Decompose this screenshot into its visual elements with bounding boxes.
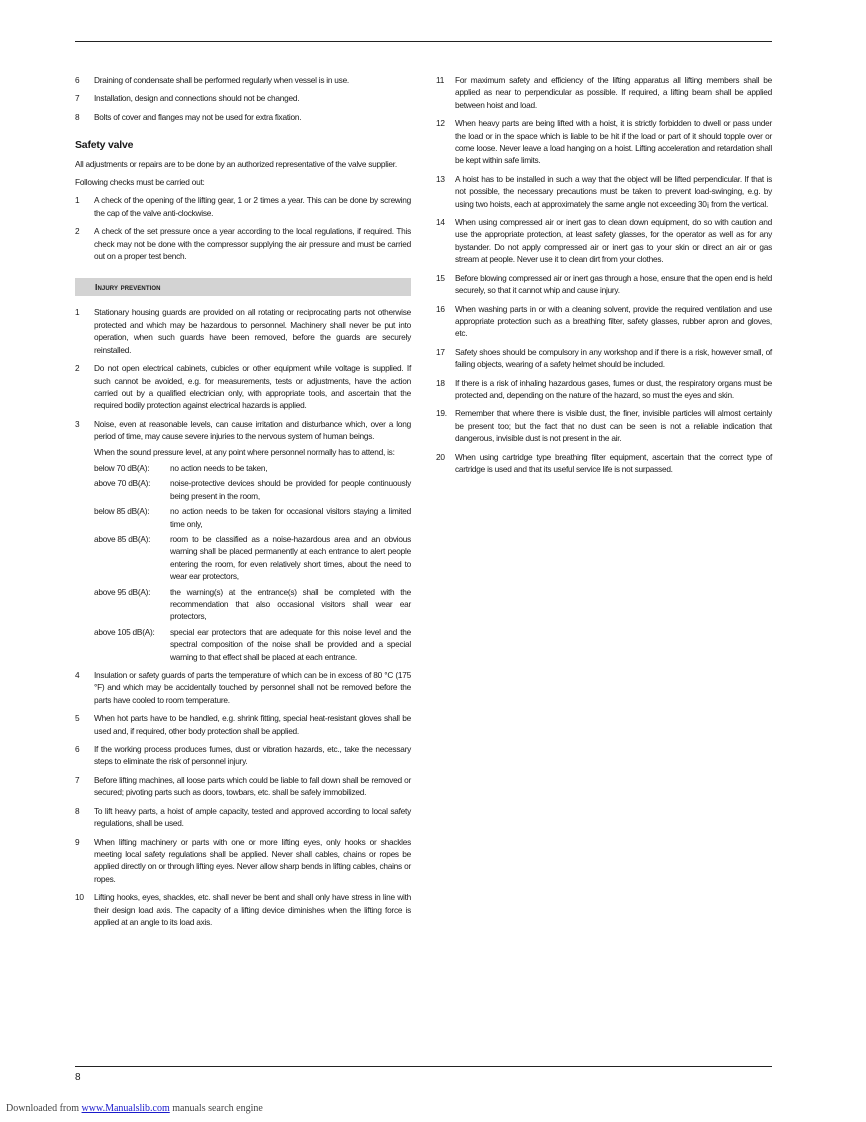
item-text: When using cartridge type breathing filter equipment, ascertain that the correct type of cartridge is used and that its useful service life is not surpassed. xyxy=(455,451,772,474)
item-text: A check of the opening of the lifting gear, 1 or 2 times a year. This can be done by screwing the cap of the valve anti-clockwise. xyxy=(94,195,411,218)
bottom-rule xyxy=(75,1066,772,1067)
item-text: Bolts of cover and flanges may not be used for extra fixation. xyxy=(94,111,302,122)
item-text: Lifting hooks, eyes, shackles, etc. shall never be bent and shall only have stress in line with their design load axis. The capacity of a lifting device diminishes when the lifting force is applied at an angle to its load axis. xyxy=(94,892,411,927)
item-text: For maximum safety and efficiency of the lifting apparatus all lifting members shall be applied as near to perpendicular as possible. If required, a lifting beam shall be applied between hoist and load. xyxy=(455,75,772,110)
item-number: 8 xyxy=(75,805,80,816)
noise-level-row xyxy=(94,586,411,623)
list-item xyxy=(436,173,772,210)
item-number: 2 xyxy=(75,363,80,374)
item-text: Installation, design and connections should not be changed. xyxy=(94,93,300,104)
safety-valve-intro: All adjustments or repairs are to be done by an authorized representative of the valve supplier. xyxy=(75,158,397,169)
item-number: 18 xyxy=(436,377,445,388)
noise-level-threshold: below 85 dB(A): xyxy=(94,506,150,517)
item-number: 1 xyxy=(75,307,80,318)
item-number: 12 xyxy=(436,118,445,129)
item-number: 2 xyxy=(75,226,80,237)
item-text: When washing parts in or with a cleaning solvent, provide the required ventilation and use appropriate protection such as a breathing filter, safety glasses, rubber apron and gloves, etc. xyxy=(455,303,772,339)
noise-level-action: no action needs to be taken, xyxy=(170,462,268,473)
list-item xyxy=(75,669,411,706)
noise-level-action: no action needs to be taken for occasional visitors staying a limited time only, xyxy=(170,506,411,529)
list-item xyxy=(436,117,772,167)
noise-level-row xyxy=(94,505,411,530)
left-column xyxy=(75,74,411,934)
item-number: 9 xyxy=(75,836,80,847)
item-number: 17 xyxy=(436,346,445,357)
list-item xyxy=(75,225,411,262)
item-number: 13 xyxy=(436,173,445,184)
item-text: When using compressed air or inert gas to clean down equipment, do so with caution and use the appropriate protection, at least safety glasses, for the operator as well as for any bystander. Do not apply compressed air or inert gas to your skin or direct an air or gas stream at people. Never use it to clean dirt from your clothes. xyxy=(455,217,772,265)
manualslib-link[interactable]: www.Manualslib.com xyxy=(81,1103,170,1114)
list-item xyxy=(75,712,411,737)
list-item xyxy=(436,346,772,371)
list-item xyxy=(436,216,772,266)
list-item xyxy=(75,92,411,104)
item-text: Insulation or safety guards of parts the temperature of which can be in excess of 80 °C (175 °F) and which may be accidentally touched by personnel shall not be removed before the parts have cooled to room temperature. xyxy=(94,670,411,705)
noise-level-action: noise-protective devices should be provided for people continuously being present in the room, xyxy=(170,478,411,501)
noise-level-row xyxy=(94,533,411,583)
right-column xyxy=(436,74,772,481)
list-item xyxy=(75,774,411,799)
item-number: 16 xyxy=(436,303,445,314)
item-text: When hot parts have to be handled, e.g. shrink fitting, special heat-resistant gloves shall be used and, if required, other body protection shall be applied. xyxy=(94,713,411,736)
list-item xyxy=(436,407,772,444)
item-number: 7 xyxy=(75,93,80,104)
list-item xyxy=(75,743,411,768)
item-number: 10 xyxy=(75,892,84,903)
list-item xyxy=(75,418,411,443)
noise-level-action: special ear protectors that are adequate for this noise level and the spectral composition of the noise shall be provided and a special warning to that effect shall be placed at each entrance. xyxy=(170,626,411,662)
noise-level-threshold: above 95 dB(A): xyxy=(94,586,151,597)
page-number: 8 xyxy=(75,1072,81,1083)
item-number: 6 xyxy=(75,744,80,755)
item-text: Noise, even at reasonable levels, can cause irritation and disturbance which, over a long period of time, may cause severe injuries to the nervous system of human beings. xyxy=(94,418,411,442)
noise-levels-block xyxy=(75,446,411,664)
noise-level-threshold: below 70 dB(A): xyxy=(94,462,150,473)
safety-valve-heading: Safety valve xyxy=(75,139,134,152)
item-text: Before blowing compressed air or inert gas through a hose, ensure that the open end is held securely, so that it cannot whip and cause injury. xyxy=(455,272,772,296)
download-footer xyxy=(6,1103,263,1114)
list-item xyxy=(436,451,772,476)
safety-valve-checks-intro: Following checks must be carried out: xyxy=(75,177,205,188)
item-text: Stationary housing guards are provided on all rotating or reciprocating parts not otherwise protected and which may be hazardous to personnel. Machinery shall never be put into operation, when such guards have been removed, before the guards are securely reinstalled. xyxy=(94,307,411,355)
list-item xyxy=(436,377,772,402)
list-item xyxy=(436,272,772,297)
item-text: When heavy parts are being lifted with a hoist, it is strictly forbidden to dwell or pass under the load or in the space which is liable to be hit if the load or part of it should topple over or come loose. Never leave a load hanging on a hoist. Lifting acceleration and retardation shall be kept within safe limits. xyxy=(455,118,772,166)
item-number: 1 xyxy=(75,195,80,206)
item-number: 11 xyxy=(436,75,445,85)
item-text: Safety shoes should be compulsory in any workshop and if there is a risk, however small, of failing objects, wearing of a safety helmet should be included. xyxy=(455,346,772,370)
noise-level-threshold: above 105 dB(A): xyxy=(94,626,155,637)
item-text: If there is a risk of inhaling hazardous gases, fumes or dust, the respiratory organs must be protected and, depending on the nature of the hazard, so must the eyes and skin. xyxy=(455,377,772,400)
list-item xyxy=(75,805,411,830)
noise-level-threshold: above 70 dB(A): xyxy=(94,478,151,489)
item-number: 15 xyxy=(436,272,445,283)
item-number: 14 xyxy=(436,217,445,228)
item-text: Draining of condensate shall be performed regularly when vessel is in use. xyxy=(94,75,349,85)
item-number: 7 xyxy=(75,774,80,785)
list-item xyxy=(75,362,411,412)
item-number: 3 xyxy=(75,418,80,429)
item-number: 4 xyxy=(75,670,80,681)
list-item xyxy=(436,74,772,111)
noise-intro: When the sound pressure level, at any point where personnel normally has to attend, is: xyxy=(94,446,395,457)
list-item xyxy=(75,836,411,886)
item-text: A hoist has to be installed in such a way that the object will be lifted perpendicular. If that is not possible, the necessary precautions must be taken to prevent load-swinging, e.g. by using two hoists, each at approximately the same angle not exceeding 30¡ from the vertical. xyxy=(455,173,772,209)
list-item xyxy=(75,891,411,928)
item-number: 5 xyxy=(75,713,80,724)
top-rule xyxy=(75,41,772,42)
noise-level-row xyxy=(94,626,411,663)
item-text: Before lifting machines, all loose parts which could be liable to fall down shall be removed or secured; pivoting parts such as doors, towbars, etc. shall be safely immobilized. xyxy=(94,774,411,798)
footer-suffix: manuals search engine xyxy=(169,1103,263,1114)
list-item xyxy=(75,111,411,123)
item-text: If the working process produces fumes, dust or vibration hazards, etc., take the necessary steps to eliminate the risk of personnel injury. xyxy=(94,744,411,767)
noise-level-action: the warning(s) at the entrance(s) shall be completed with the recommendation that also occasional visitors shall wear ear protectors, xyxy=(170,586,411,622)
item-text: To lift heavy parts, a hoist of ample capacity, tested and approved according to local safety regulations, shall be used. xyxy=(94,805,411,829)
item-text: A check of the set pressure once a year according to the local regulations, if required. This check may not be done with the compressor supplying the air pressure and must be carried out on a proper test bench. xyxy=(94,226,411,262)
list-item xyxy=(75,306,411,356)
top-items xyxy=(75,74,411,123)
item-number: 6 xyxy=(75,75,80,85)
injury-prevention-heading: Injury prevention xyxy=(75,278,411,296)
noise-level-action: room to be classified as a noise-hazardous area and an obvious warning shall be placed permanently at each entrance to alert people entering the room, for even relatively short times, about the need to wear ear protectors, xyxy=(170,533,411,582)
noise-level-row xyxy=(94,477,411,502)
item-number: 20 xyxy=(436,451,445,462)
item-text: When lifting machinery or parts with one or more lifting eyes, only hooks or shackles meeting local safety regulations shall be applied. Never shall cables, chains or ropes be applied directly on or through lifting eyes. Never allow sharp bends in lifting cables, chains or ropes. xyxy=(94,836,411,884)
item-text: Remember that where there is visible dust, the finer, invisible particles will almost certainly be present too; but the fact that no dust can be seen is not a reliable indication that dangerous, invisible dust is not present in the air. xyxy=(455,408,772,444)
list-item xyxy=(436,303,772,340)
item-text: Do not open electrical cabinets, cubicles or other equipment while voltage is supplied. If such cannot be avoided, e.g. for measurements, tests or adjustments, have the action carried out by a qualified electrician only, with appropriate tools, and ascertain that the required bodily protection against electrical hazards is applied. xyxy=(94,363,411,411)
item-number: 8 xyxy=(75,111,80,122)
item-number: 19. xyxy=(436,408,447,419)
list-item xyxy=(75,74,411,86)
footer-prefix: Downloaded from xyxy=(6,1103,82,1114)
noise-level-row xyxy=(94,462,411,474)
noise-level-threshold: above 85 dB(A): xyxy=(94,533,151,544)
list-item xyxy=(75,194,411,219)
